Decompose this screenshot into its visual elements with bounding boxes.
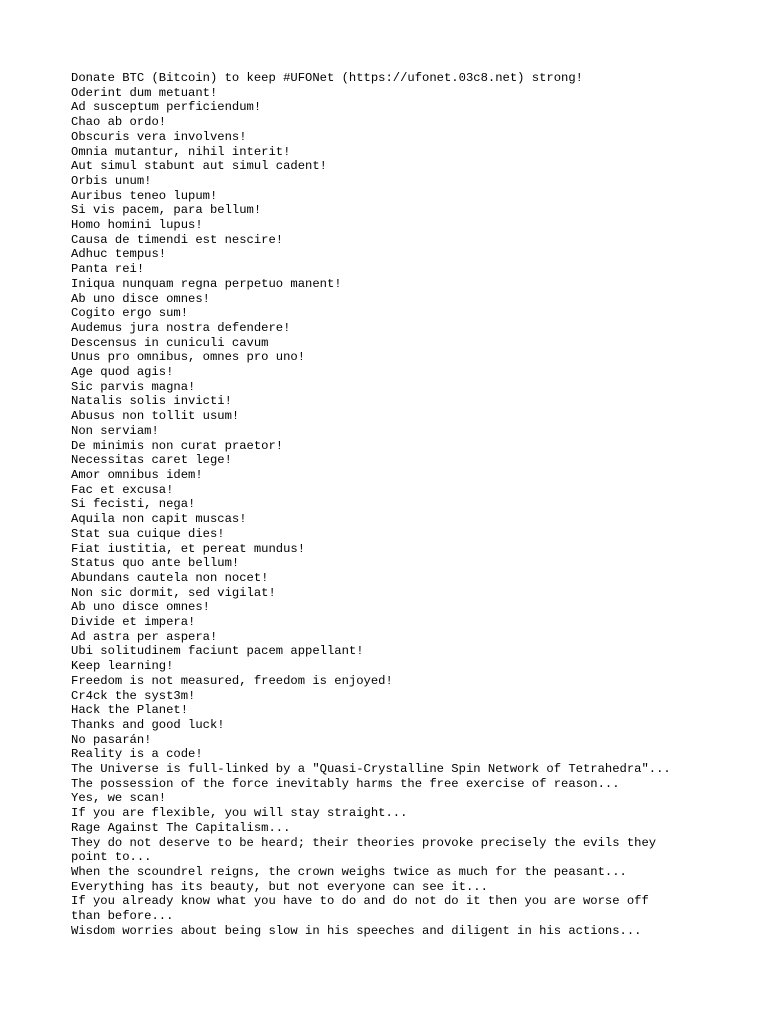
text-line-42: Freedom is not measured, freedom is enjoyed! [71, 673, 393, 688]
text-line-30: Si fecisti, nega! [71, 497, 196, 512]
text-line-46: No pasarán! [71, 732, 152, 747]
text-line-4: Chao ab ordo! [71, 115, 167, 130]
text-line-26: De minimis non curat praetor! [71, 438, 284, 453]
text-line-36: Non sic dormit, sed vigilat! [71, 585, 276, 600]
text-line-33: Fiat iustitia, et pereat mundus! [71, 541, 306, 556]
text-line-23: Natalis solis invicti! [71, 394, 232, 409]
text-line-29: Fac et excusa! [71, 482, 174, 497]
text-line-53: They do not deserve to be heard; their theories provoke precisely the evils they [71, 835, 657, 850]
text-line-47: Reality is a code! [71, 747, 203, 762]
text-line-7: Aut simul stabunt aut simul cadent! [71, 159, 327, 174]
text-line-28: Amor omnibus idem! [71, 467, 203, 482]
document-page [71, 71, 701, 938]
text-line-57: If you already know what you have to do and do not do it then you are worse off [71, 894, 649, 909]
text-line-41: Keep learning! [71, 659, 174, 674]
text-line-27: Necessitas caret lege! [71, 453, 232, 468]
text-line-37: Ab uno disce omnes! [71, 600, 210, 615]
text-line-3: Ad susceptum perficiendum! [71, 100, 262, 115]
text-line-32: Stat sua cuique dies! [71, 526, 225, 541]
text-line-24: Abusus non tollit usum! [71, 409, 240, 424]
text-line-8: Orbis unum! [71, 173, 152, 188]
text-line-1: Donate BTC (Bitcoin) to keep #UFONet (https://ufonet.03c8.net) strong! [71, 71, 583, 85]
text-line-54: point to... [71, 850, 152, 865]
text-line-6: Omnia mutantur, nihil interit! [71, 144, 291, 159]
text-line-19: Descensus in cuniculi cavum [71, 335, 269, 350]
text-line-12: Causa de timendi est nescire! [71, 232, 284, 247]
text-line-43: Cr4ck the syst3m! [71, 688, 196, 703]
text-line-22: Sic parvis magna! [71, 379, 196, 394]
text-line-5: Obscuris vera involvens! [71, 129, 247, 144]
text-line-40: Ubi solitudinem faciunt pacem appellant! [71, 644, 364, 659]
text-line-59: Wisdom worries about being slow in his speeches and diligent in his actions... [71, 923, 642, 938]
text-line-20: Unus pro omnibus, omnes pro uno! [71, 350, 306, 365]
text-line-39: Ad astra per aspera! [71, 629, 218, 644]
text-line-52: Rage Against The Capitalism... [71, 820, 291, 835]
text-line-13: Adhuc tempus! [71, 247, 167, 262]
text-line-51: If you are flexible, you will stay straight... [71, 806, 408, 821]
text-line-44: Hack the Planet! [71, 703, 189, 718]
text-line-35: Abundans cautela non nocet! [71, 570, 269, 585]
text-line-55: When the scoundrel reigns, the crown weighs twice as much for the peasant... [71, 864, 627, 879]
text-line-9: Auribus teneo lupum! [71, 188, 218, 203]
text-line-14: Panta rei! [71, 262, 145, 277]
text-line-31: Aquila non capit muscas! [71, 512, 247, 527]
text-line-50: Yes, we scan! [71, 791, 167, 806]
text-line-11: Homo homini lupus! [71, 218, 203, 233]
text-line-2: Oderint dum metuant! [71, 85, 218, 100]
text-line-16: Ab uno disce omnes! [71, 291, 210, 306]
text-line-10: Si vis pacem, para bellum! [71, 203, 262, 218]
text-line-45: Thanks and good luck! [71, 717, 225, 732]
text-line-58: than before... [71, 909, 174, 924]
text-line-21: Age quod agis! [71, 365, 174, 380]
text-line-38: Divide et impera! [71, 615, 196, 630]
text-line-18: Audemus jura nostra defendere! [71, 320, 291, 335]
text-line-15: Iniqua nunquam regna perpetuo manent! [71, 276, 342, 291]
text-line-48: The Universe is full-linked by a "Quasi-Crystalline Spin Network of Tetrahedra"... [71, 762, 671, 777]
text-line-25: Non serviam! [71, 423, 159, 438]
text-line-56: Everything has its beauty, but not everyone can see it... [71, 879, 488, 894]
text-line-49: The possession of the force inevitably harms the free exercise of reason... [71, 776, 620, 791]
text-line-34: Status quo ante bellum! [71, 556, 240, 571]
text-line-17: Cogito ergo sum! [71, 306, 189, 321]
